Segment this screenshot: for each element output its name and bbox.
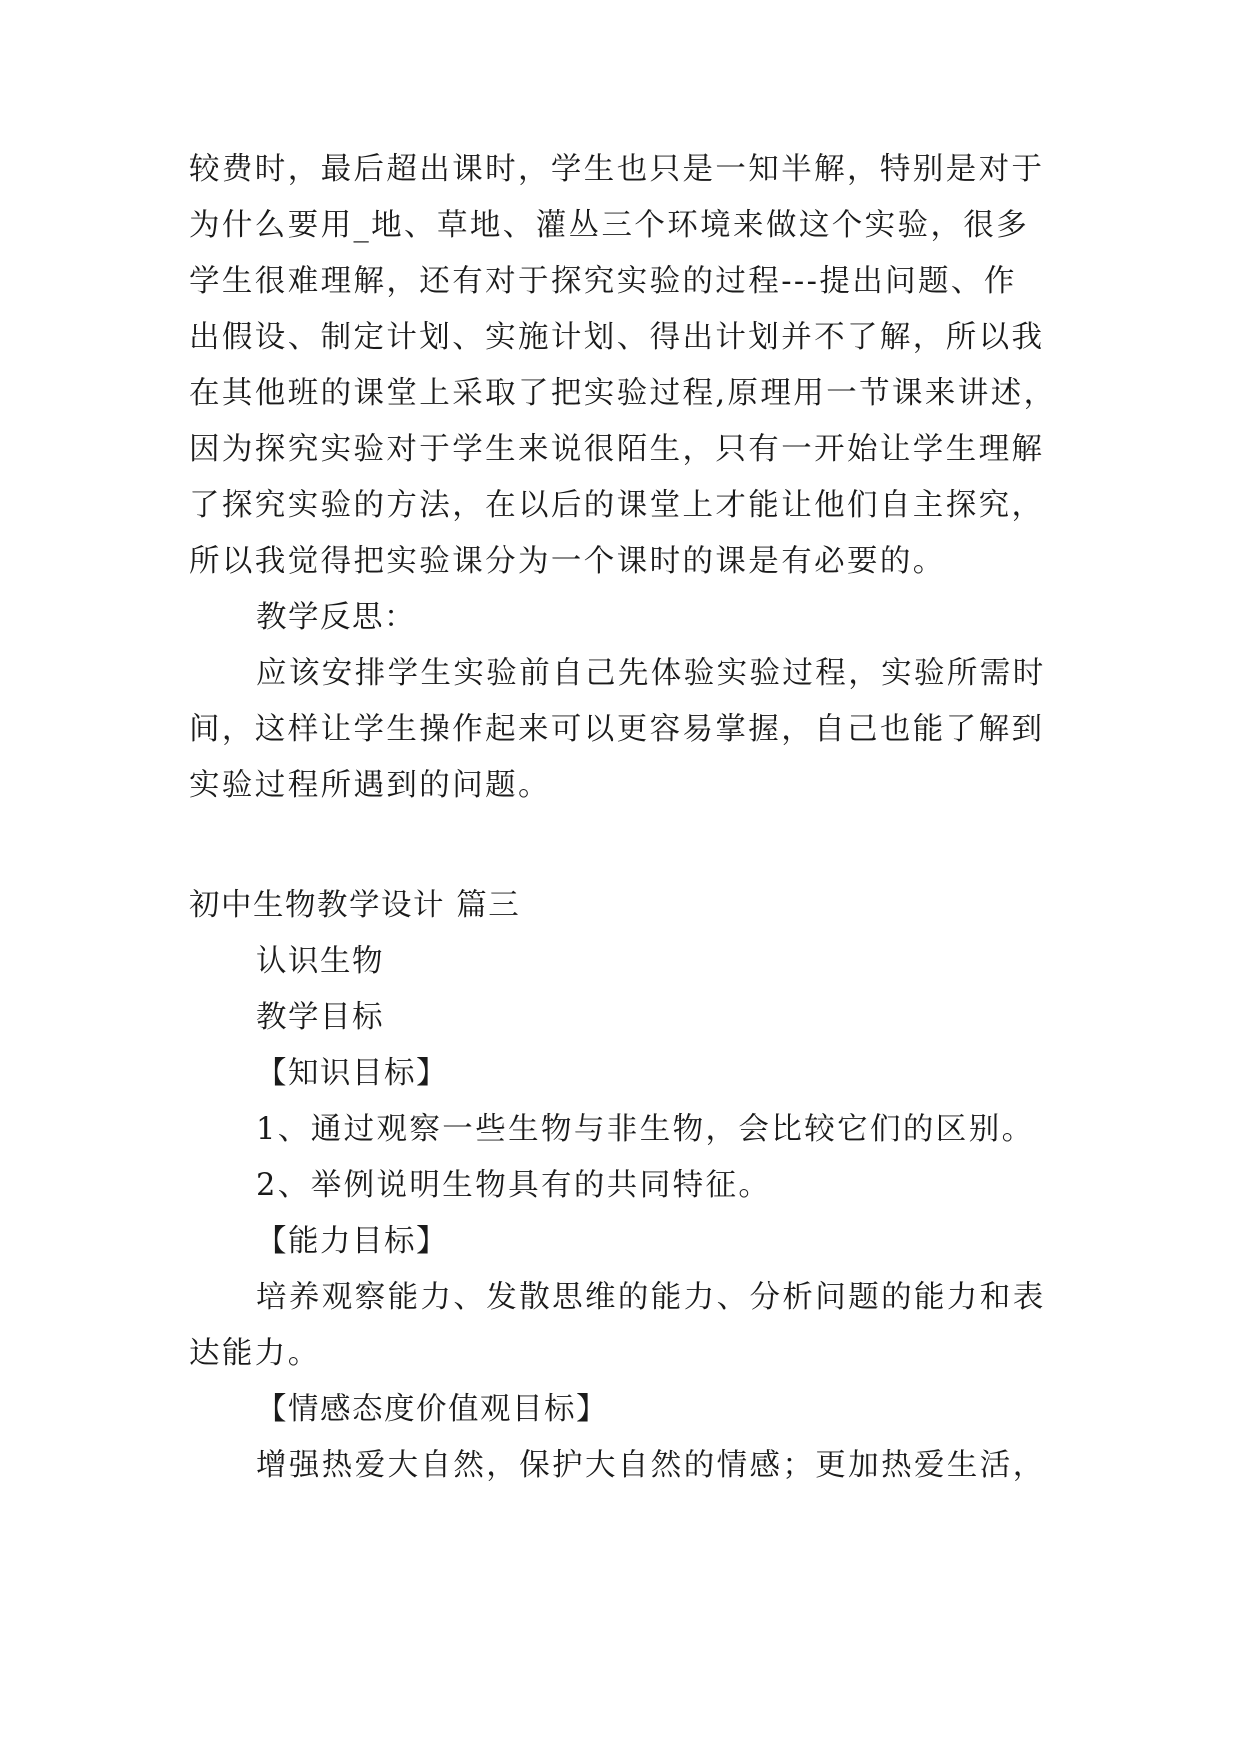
knowledge-objective-heading: 【知识目标】 (256, 1056, 448, 1091)
body-text-line: 为什么要用_地、草地、灌丛三个环境来做这个实验，很多 (189, 208, 1030, 243)
objectives-heading: 教学目标 (256, 1000, 384, 1035)
emotion-objective-heading: 【情感态度价值观目标】 (256, 1392, 608, 1427)
body-text-line: 达能力。 (189, 1336, 321, 1371)
reflection-heading: 教学反思： (256, 600, 416, 635)
body-text-line: 了探究实验的方法，在以后的课堂上才能让他们自主探究， (189, 488, 1045, 523)
body-text-line: 在其他班的课堂上采取了把实验过程,原理用一节课来讲述， (189, 376, 1057, 411)
body-text-line: 出假设、制定计划、实施计划、得出计划并不了解，所以我 (189, 320, 1045, 355)
section-title: 初中生物教学设计 篇三 (189, 888, 521, 923)
body-text-line: 所以我觉得把实验课分为一个课时的课是有必要的。 (189, 544, 946, 579)
body-text-line: 学生很难理解，还有对于探究实验的过程---提出问题、作 (189, 264, 1017, 299)
knowledge-objective-item: 1、通过观察一些生物与非生物，会比较它们的区别。 (256, 1112, 1035, 1147)
body-text-line: 因为探究实验对于学生来说很陌生，只有一开始让学生理解 (189, 432, 1045, 467)
knowledge-objective-item: 2、举例说明生物具有的共同特征。 (256, 1168, 772, 1203)
body-text-line: 实验过程所遇到的问题。 (189, 768, 551, 803)
body-text-line: 较费时，最后超出课时，学生也只是一知半解，特别是对于 (189, 152, 1045, 187)
body-text-line: 应该安排学生实验前自己先体验实验过程，实验所需时 (256, 656, 1046, 691)
lesson-title: 认识生物 (256, 944, 384, 979)
body-text-line: 培养观察能力、发散思维的能力、分析问题的能力和表 (256, 1280, 1046, 1315)
body-text-line: 间，这样让学生操作起来可以更容易掌握，自己也能了解到 (189, 712, 1045, 747)
ability-objective-heading: 【能力目标】 (256, 1224, 448, 1259)
body-text-line: 增强热爱大自然，保护大自然的情感；更加热爱生活， (256, 1448, 1046, 1483)
